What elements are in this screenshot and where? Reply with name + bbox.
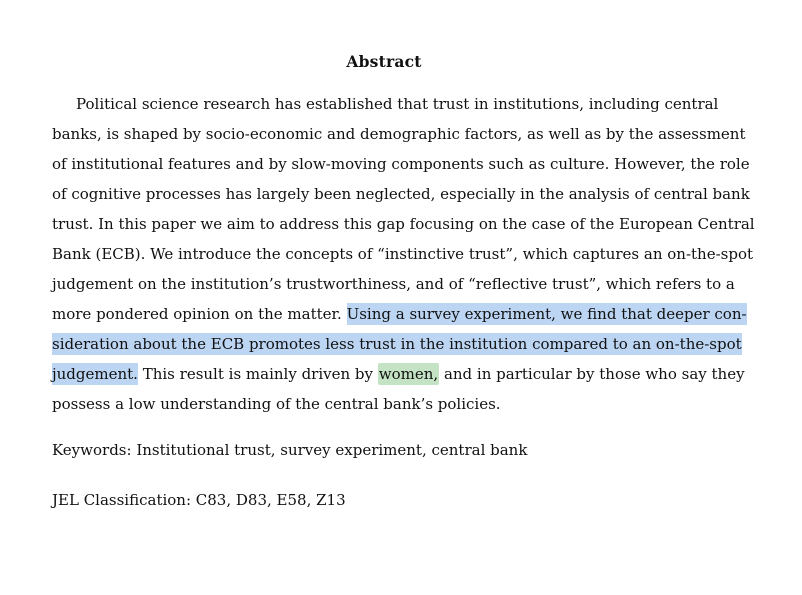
abstract-line: trust. In this paper we aim to address this gap focusing on the case of the European Central: [52, 215, 755, 233]
abstract-line: [52, 299, 747, 329]
selection-highlight[interactable]: judgement.: [52, 365, 138, 383]
abstract-text: This result is mainly driven by: [137, 365, 378, 383]
abstract-line: Political science research has established that trust in institutions, including central: [76, 95, 719, 113]
abstract-line: of institutional features and by slow-moving components such as culture. However, the role: [52, 155, 750, 173]
abstract-line: judgement on the institution’s trustworthiness, and of “reflective trust”, which refers to a: [52, 275, 735, 293]
selection-highlight[interactable]: Using a survey experiment, we find that deeper con-: [346, 305, 747, 323]
green-highlight[interactable]: women,: [378, 365, 439, 383]
abstract-line: of cognitive processes has largely been neglected, especially in the analysis of central bank: [52, 185, 750, 203]
abstract-text: and in particular by those who say they: [439, 365, 745, 383]
abstract-line: [52, 329, 742, 359]
keywords-line: Keywords: Institutional trust, survey experiment, central bank: [52, 441, 528, 459]
selection-highlight[interactable]: sideration about the ECB promotes less trust in the institution compared to an on-the-spot: [52, 335, 742, 353]
abstract-paragraph: [52, 89, 755, 419]
abstract-line: banks, is shaped by socio-economic and demographic factors, as well as by the assessment: [52, 125, 746, 143]
abstract-heading: Abstract: [346, 52, 422, 71]
jel-classification-line: JEL Classification: C83, D83, E58, Z13: [52, 491, 346, 509]
abstract-line: [52, 359, 745, 389]
abstract-line: Bank (ECB). We introduce the concepts of “instinctive trust”, which captures an on-the-spot: [52, 245, 754, 263]
abstract-text: more pondered opinion on the matter.: [52, 305, 347, 323]
abstract-line: possess a low understanding of the central bank’s policies.: [52, 395, 501, 413]
